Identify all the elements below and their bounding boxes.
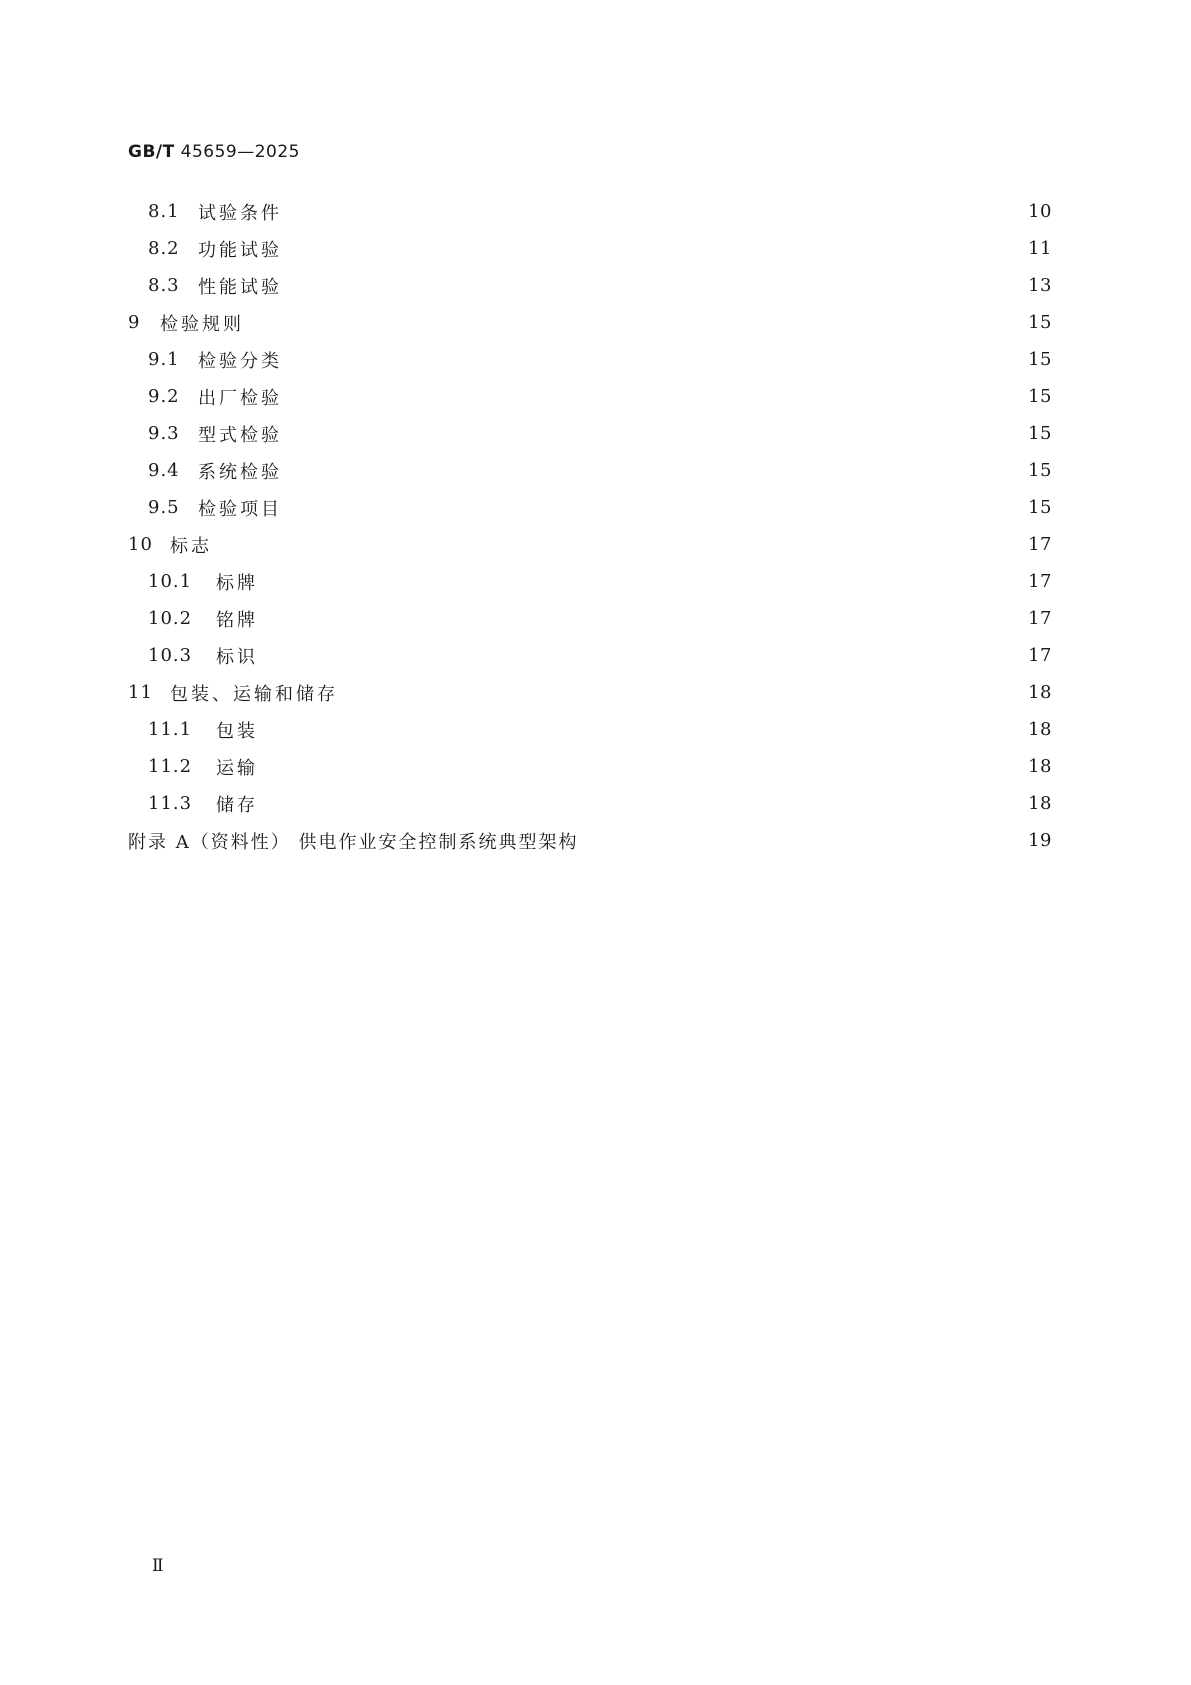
table-of-contents bbox=[128, 193, 1052, 859]
toc-entry-title: 性能试验 bbox=[198, 276, 282, 298]
toc-entry-page: 18 bbox=[1028, 793, 1052, 814]
toc-dot-leader bbox=[268, 795, 1020, 813]
toc-entry[interactable] bbox=[128, 711, 1052, 748]
toc-dot-leader bbox=[286, 499, 1020, 517]
toc-entry-title: 铭牌 bbox=[216, 609, 258, 631]
toc-entry-page: 11 bbox=[1028, 238, 1052, 259]
toc-entry-title: 检验项目 bbox=[198, 498, 282, 520]
toc-entry-page: 17 bbox=[1028, 645, 1052, 666]
toc-entry-page: 15 bbox=[1028, 423, 1052, 444]
toc-entry-page: 15 bbox=[1028, 349, 1052, 370]
toc-entry-title: 标志 bbox=[170, 535, 212, 557]
toc-entry-title: 标识 bbox=[216, 646, 258, 668]
toc-entry[interactable] bbox=[128, 230, 1052, 267]
toc-dot-leader bbox=[286, 388, 1020, 406]
toc-entry-number: 8.2 bbox=[148, 238, 180, 259]
toc-entry[interactable] bbox=[128, 341, 1052, 378]
toc-entry-page: 17 bbox=[1028, 571, 1052, 592]
toc-entry-page: 18 bbox=[1028, 682, 1052, 703]
toc-entry-page: 15 bbox=[1028, 386, 1052, 407]
toc-dot-leader bbox=[216, 536, 1020, 554]
toc-entry[interactable] bbox=[128, 637, 1052, 674]
toc-entry-number: 11.1 bbox=[148, 719, 193, 740]
toc-entry-title: 检验分类 bbox=[198, 350, 282, 372]
toc-entry-title: 包装 bbox=[216, 720, 258, 742]
toc-dot-leader bbox=[286, 277, 1020, 295]
standard-prefix: GB/T bbox=[128, 142, 175, 162]
toc-entry-number: 11.3 bbox=[148, 793, 193, 814]
toc-entry-number: 8.1 bbox=[148, 201, 180, 222]
toc-entry-number: 10 bbox=[128, 534, 153, 555]
toc-entry-title: 系统检验 bbox=[198, 461, 282, 483]
toc-entry-page: 15 bbox=[1028, 497, 1052, 518]
toc-entry-title: 试验条件 bbox=[198, 202, 282, 224]
toc-entry-page: 15 bbox=[1028, 460, 1052, 481]
toc-entry-number: 10.3 bbox=[148, 645, 193, 666]
toc-dot-leader bbox=[268, 647, 1020, 665]
toc-dot-leader bbox=[286, 203, 1020, 221]
toc-entry[interactable] bbox=[128, 563, 1052, 600]
toc-entry-number: 11.2 bbox=[148, 756, 193, 777]
toc-entry[interactable] bbox=[128, 822, 1052, 859]
toc-entry[interactable] bbox=[128, 489, 1052, 526]
toc-dot-leader bbox=[286, 425, 1020, 443]
toc-entry-title: 运输 bbox=[216, 757, 258, 779]
toc-entry-page: 13 bbox=[1028, 275, 1052, 296]
toc-dot-leader bbox=[286, 462, 1020, 480]
toc-entry-page: 18 bbox=[1028, 756, 1052, 777]
toc-entry-title: 功能试验 bbox=[198, 239, 282, 261]
toc-entry-page: 10 bbox=[1028, 201, 1052, 222]
toc-entry-number: 10.1 bbox=[148, 571, 193, 592]
toc-dot-leader bbox=[286, 351, 1020, 369]
toc-entry[interactable] bbox=[128, 600, 1052, 637]
document-header bbox=[128, 142, 300, 162]
toc-entry-title: 出厂检验 bbox=[198, 387, 282, 409]
toc-dot-leader bbox=[286, 240, 1020, 258]
toc-dot-leader bbox=[268, 610, 1020, 628]
toc-entry[interactable] bbox=[128, 785, 1052, 822]
toc-entry-title: 检验规则 bbox=[160, 313, 244, 335]
toc-entry[interactable] bbox=[128, 526, 1052, 563]
toc-entry[interactable] bbox=[128, 193, 1052, 230]
toc-entry-number: 9.1 bbox=[148, 349, 180, 370]
toc-entry-number: 8.3 bbox=[148, 275, 180, 296]
toc-dot-leader bbox=[268, 573, 1020, 591]
toc-dot-leader bbox=[268, 758, 1020, 776]
toc-entry-number: 9.4 bbox=[148, 460, 180, 481]
toc-entry-number: 9 bbox=[128, 312, 141, 333]
page-number: Ⅱ bbox=[152, 1556, 164, 1576]
toc-entry-page: 15 bbox=[1028, 312, 1052, 333]
toc-entry[interactable] bbox=[128, 304, 1052, 341]
toc-entry[interactable] bbox=[128, 267, 1052, 304]
toc-entry-page: 17 bbox=[1028, 534, 1052, 555]
toc-entry-title: 标牌 bbox=[216, 572, 258, 594]
toc-dot-leader bbox=[268, 721, 1020, 739]
toc-entry[interactable] bbox=[128, 452, 1052, 489]
toc-entry-page: 17 bbox=[1028, 608, 1052, 629]
toc-entry-title: 储存 bbox=[216, 794, 258, 816]
toc-entry[interactable] bbox=[128, 674, 1052, 711]
standard-number: 45659—2025 bbox=[180, 142, 300, 162]
toc-dot-leader bbox=[342, 684, 1020, 702]
toc-entry[interactable] bbox=[128, 748, 1052, 785]
toc-entry-number: 11 bbox=[128, 682, 153, 703]
toc-entry-number: 9.2 bbox=[148, 386, 180, 407]
toc-dot-leader bbox=[582, 832, 1020, 850]
toc-entry-number: 9.3 bbox=[148, 423, 180, 444]
toc-entry-page: 18 bbox=[1028, 719, 1052, 740]
toc-entry-title: 包装、运输和储存 bbox=[170, 683, 338, 705]
toc-entry-title: 附录 A（资料性） 供电作业安全控制系统典型架构 bbox=[128, 831, 579, 853]
toc-dot-leader bbox=[248, 314, 1020, 332]
toc-entry-title: 型式检验 bbox=[198, 424, 282, 446]
toc-entry[interactable] bbox=[128, 415, 1052, 452]
toc-entry[interactable] bbox=[128, 378, 1052, 415]
toc-entry-page: 19 bbox=[1028, 830, 1052, 851]
toc-entry-number: 10.2 bbox=[148, 608, 193, 629]
toc-entry-number: 9.5 bbox=[148, 497, 180, 518]
